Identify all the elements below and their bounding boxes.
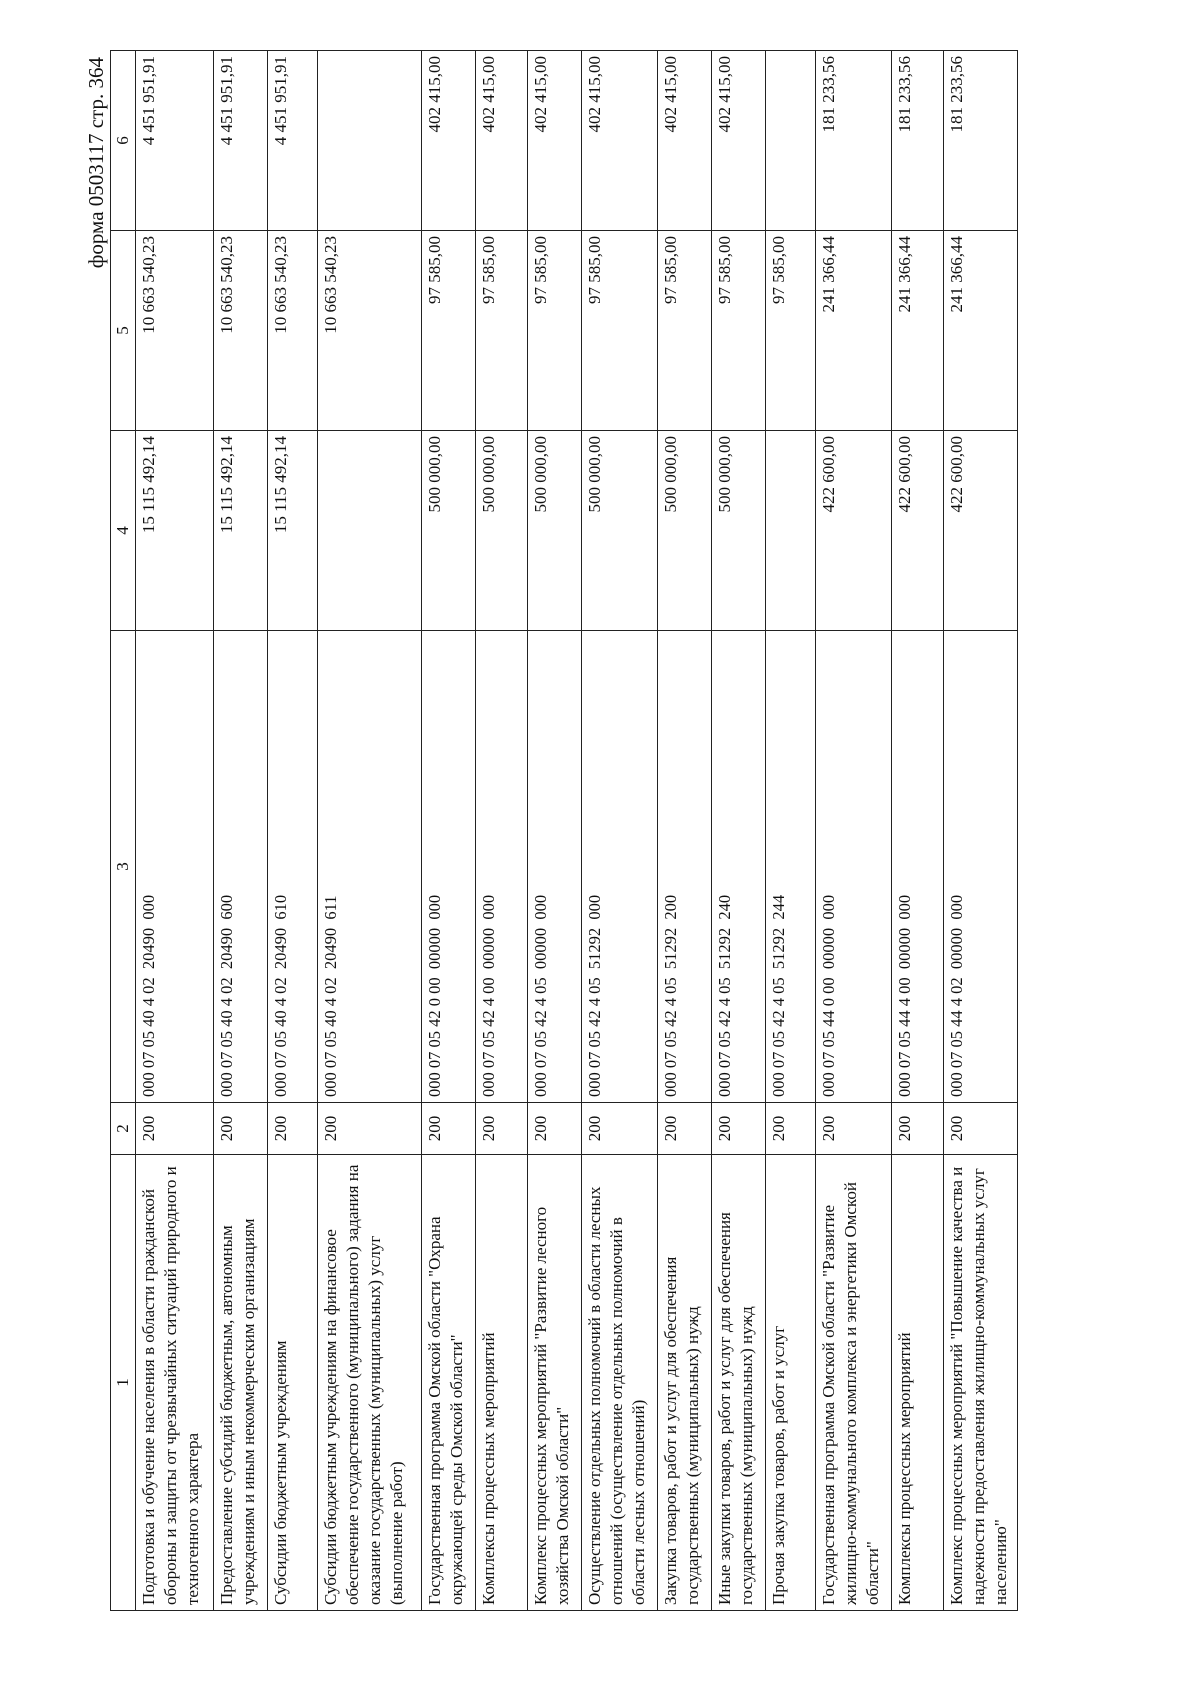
- line-code-cell: 200: [712, 1103, 766, 1155]
- line-code-cell: 200: [582, 1103, 658, 1155]
- executed-amount-cell: 241 366,44: [944, 231, 1018, 431]
- line-code-cell: 200: [528, 1103, 582, 1155]
- budget-code-cell: 000 07 05 44 4 02 00000 000: [944, 631, 1018, 1103]
- budget-code-cell: 000 07 05 42 0 00 00000 000: [422, 631, 476, 1103]
- column-number-row: [111, 51, 136, 1611]
- report-table: [110, 50, 1018, 1611]
- unexecuted-amount-cell: 4 451 951,91: [268, 51, 318, 231]
- line-code-cell: 200: [422, 1103, 476, 1155]
- row-name-cell: Комплексы процессных мероприятий: [476, 1155, 528, 1611]
- table-row: [892, 51, 944, 1611]
- line-code-cell: 200: [816, 1103, 892, 1155]
- line-code-cell: 200: [944, 1103, 1018, 1155]
- executed-amount-cell: 241 366,44: [816, 231, 892, 431]
- approved-amount-cell: 500 000,00: [422, 431, 476, 631]
- unexecuted-amount-cell: 181 233,56: [892, 51, 944, 231]
- executed-amount-cell: 97 585,00: [766, 231, 816, 431]
- table-row: [944, 51, 1018, 1611]
- form-label: форма 0503117 стр. 364: [84, 57, 108, 269]
- executed-amount-cell: 97 585,00: [422, 231, 476, 431]
- approved-amount-cell: 500 000,00: [712, 431, 766, 631]
- row-name-cell: Подготовка и обучение населения в области гражданской обороны и защиты от чрезвычайных ситуаций природного и техногенного характера: [136, 1155, 214, 1611]
- budget-code-cell: 000 07 05 40 4 02 20490 000: [136, 631, 214, 1103]
- approved-amount-cell: 15 115 492,14: [268, 431, 318, 631]
- approved-amount-cell: 500 000,00: [658, 431, 712, 631]
- budget-code-cell: 000 07 05 42 4 05 51292 200: [658, 631, 712, 1103]
- row-name-cell: Иные закупки товаров, работ и услуг для обеспечения государственных (муниципальных) нужд: [712, 1155, 766, 1611]
- approved-amount-cell: 500 000,00: [582, 431, 658, 631]
- table-row: [658, 51, 712, 1611]
- budget-code-cell: 000 07 05 40 4 02 20490 610: [268, 631, 318, 1103]
- table-body: [136, 51, 1018, 1611]
- executed-amount-cell: 241 366,44: [892, 231, 944, 431]
- row-name-cell: Государственная программа Омской области "Охрана окружающей среды Омской области": [422, 1155, 476, 1611]
- approved-amount-cell: 422 600,00: [944, 431, 1018, 631]
- line-code-cell: 200: [214, 1103, 268, 1155]
- unexecuted-amount-cell: 4 451 951,91: [214, 51, 268, 231]
- executed-amount-cell: 97 585,00: [476, 231, 528, 431]
- approved-amount-cell: 422 600,00: [816, 431, 892, 631]
- unexecuted-amount-cell: 181 233,56: [816, 51, 892, 231]
- table-row: [214, 51, 268, 1611]
- approved-amount-cell: 422 600,00: [892, 431, 944, 631]
- budget-code-cell: 000 07 05 40 4 02 20490 600: [214, 631, 268, 1103]
- row-name-cell: Комплексы процессных мероприятий: [892, 1155, 944, 1611]
- table-row: [318, 51, 422, 1611]
- line-code-cell: 200: [658, 1103, 712, 1155]
- executed-amount-cell: 10 663 540,23: [214, 231, 268, 431]
- line-code-cell: 200: [136, 1103, 214, 1155]
- approved-amount-cell: 15 115 492,14: [214, 431, 268, 631]
- table-row: [422, 51, 476, 1611]
- row-name-cell: Комплекс процессных мероприятий "Развитие лесного хозяйства Омской области": [528, 1155, 582, 1611]
- approved-amount-cell: [318, 431, 422, 631]
- column-header: 3: [111, 631, 136, 1103]
- budget-code-cell: 000 07 05 42 4 00 00000 000: [476, 631, 528, 1103]
- executed-amount-cell: 97 585,00: [528, 231, 582, 431]
- table-row: [816, 51, 892, 1611]
- approved-amount-cell: 15 115 492,14: [136, 431, 214, 631]
- approved-amount-cell: 500 000,00: [476, 431, 528, 631]
- line-code-cell: 200: [318, 1103, 422, 1155]
- executed-amount-cell: 10 663 540,23: [318, 231, 422, 431]
- executed-amount-cell: 97 585,00: [582, 231, 658, 431]
- column-header: 4: [111, 431, 136, 631]
- executed-amount-cell: 97 585,00: [712, 231, 766, 431]
- unexecuted-amount-cell: 402 415,00: [422, 51, 476, 231]
- table-row: [766, 51, 816, 1611]
- row-name-cell: Государственная программа Омской области "Развитие жилищно-коммунального комплекса и энергетики Омской области": [816, 1155, 892, 1611]
- column-header: 6: [111, 51, 136, 231]
- column-header: 1: [111, 1155, 136, 1611]
- table-row: [528, 51, 582, 1611]
- unexecuted-amount-cell: 402 415,00: [582, 51, 658, 231]
- budget-code-cell: 000 07 05 42 4 05 51292 000: [582, 631, 658, 1103]
- unexecuted-amount-cell: 4 451 951,91: [136, 51, 214, 231]
- unexecuted-amount-cell: 402 415,00: [528, 51, 582, 231]
- line-code-cell: 200: [476, 1103, 528, 1155]
- budget-code-cell: 000 07 05 44 4 00 00000 000: [892, 631, 944, 1103]
- line-code-cell: 200: [766, 1103, 816, 1155]
- unexecuted-amount-cell: [318, 51, 422, 231]
- unexecuted-amount-cell: 402 415,00: [712, 51, 766, 231]
- row-name-cell: Субсидии бюджетным учреждениям на финансовое обеспечение государственного (муниципального) задания на оказание государственных (муниципальных) услуг (выполнение работ): [318, 1155, 422, 1611]
- table-row: [268, 51, 318, 1611]
- budget-code-cell: 000 07 05 42 4 05 00000 000: [528, 631, 582, 1103]
- row-name-cell: Закупка товаров, работ и услуг для обеспечения государственных (муниципальных) нужд: [658, 1155, 712, 1611]
- row-name-cell: Субсидии бюджетным учреждениям: [268, 1155, 318, 1611]
- executed-amount-cell: 10 663 540,23: [136, 231, 214, 431]
- executed-amount-cell: 97 585,00: [658, 231, 712, 431]
- row-name-cell: Предоставление субсидий бюджетным, автономным учреждениям и иным некоммерческим организациям: [214, 1155, 268, 1611]
- budget-code-cell: 000 07 05 44 0 00 00000 000: [816, 631, 892, 1103]
- row-name-cell: Комплекс процессных мероприятий "Повышение качества и надежности предоставления жилищно-коммунальных услуг населению": [944, 1155, 1018, 1611]
- line-code-cell: 200: [892, 1103, 944, 1155]
- row-name-cell: Осуществление отдельных полномочий в области лесных отношений (осуществление отдельных полномочий в области лесных отношений): [582, 1155, 658, 1611]
- column-header: 2: [111, 1103, 136, 1155]
- line-code-cell: 200: [268, 1103, 318, 1155]
- approved-amount-cell: [766, 431, 816, 631]
- budget-code-cell: 000 07 05 42 4 05 51292 244: [766, 631, 816, 1103]
- table-row: [476, 51, 528, 1611]
- budget-code-cell: 000 07 05 40 4 02 20490 611: [318, 631, 422, 1103]
- budget-code-cell: 000 07 05 42 4 05 51292 240: [712, 631, 766, 1103]
- column-header: 5: [111, 231, 136, 431]
- unexecuted-amount-cell: 181 233,56: [944, 51, 1018, 231]
- table-row: [582, 51, 658, 1611]
- unexecuted-amount-cell: [766, 51, 816, 231]
- approved-amount-cell: 500 000,00: [528, 431, 582, 631]
- executed-amount-cell: 10 663 540,23: [268, 231, 318, 431]
- unexecuted-amount-cell: 402 415,00: [476, 51, 528, 231]
- table-row: [136, 51, 214, 1611]
- row-name-cell: Прочая закупка товаров, работ и услуг: [766, 1155, 816, 1611]
- unexecuted-amount-cell: 402 415,00: [658, 51, 712, 231]
- table-row: [712, 51, 766, 1611]
